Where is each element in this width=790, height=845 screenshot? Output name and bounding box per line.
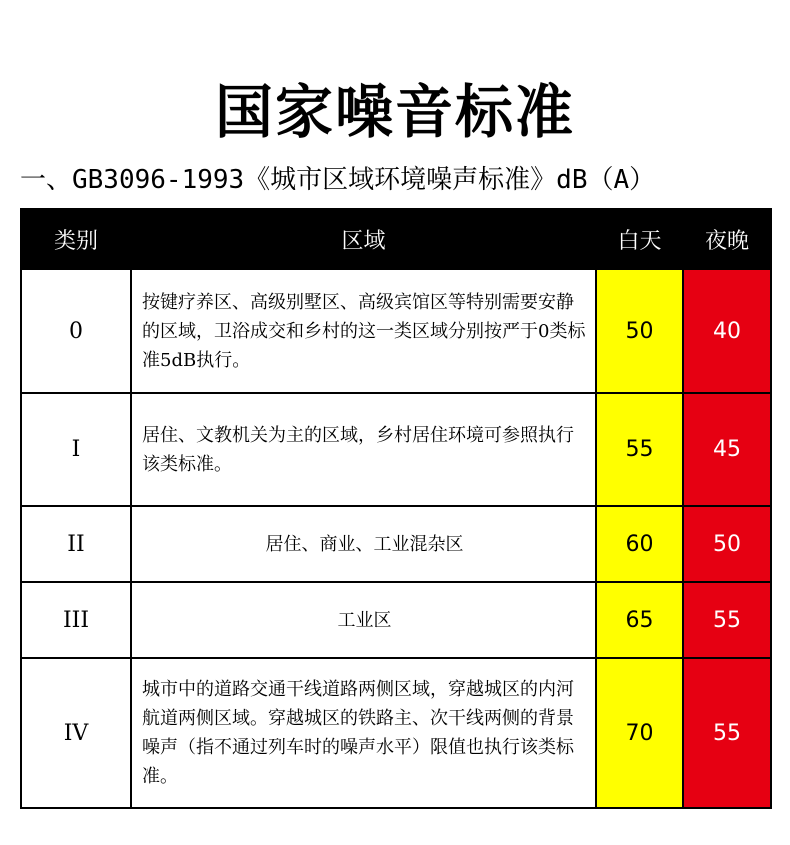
night-limit-cell: 50 bbox=[683, 506, 771, 582]
area-cell: 工业区 bbox=[131, 582, 596, 658]
night-limit-cell: 55 bbox=[683, 582, 771, 658]
header-area: 区域 bbox=[131, 209, 596, 269]
area-cell: 城市中的道路交通干线道路两侧区域，穿越城区的内河航道两侧区域。穿越城区的铁路主、次干线两侧的背景噪声（指不通过列车时的噪声水平）限值也执行该类标准。 bbox=[131, 658, 596, 808]
header-night: 夜晚 bbox=[683, 209, 771, 269]
day-limit-cell: 70 bbox=[596, 658, 683, 808]
night-limit-cell: 55 bbox=[683, 658, 771, 808]
page-title: 国家噪音标准 bbox=[214, 78, 575, 146]
category-cell: III bbox=[21, 582, 131, 658]
table-row-4 bbox=[21, 658, 771, 808]
table-row-1 bbox=[21, 393, 771, 506]
table-row-0 bbox=[21, 269, 771, 393]
day-limit-cell: 60 bbox=[596, 506, 683, 582]
noise-standard-table-container bbox=[20, 208, 770, 808]
area-cell: 居住、商业、工业混杂区 bbox=[131, 506, 596, 582]
table-header-row bbox=[21, 209, 771, 269]
area-cell: 按键疗养区、高级别墅区、高级宾馆区等特别需要安静的区域，卫浴成交和乡村的这一类区域分别按严于0类标准5dB执行。 bbox=[131, 269, 596, 393]
noise-standard-table bbox=[20, 208, 772, 809]
header-category: 类别 bbox=[21, 209, 131, 269]
header-day: 白天 bbox=[596, 209, 683, 269]
day-limit-cell: 55 bbox=[596, 393, 683, 506]
category-cell: 0 bbox=[21, 269, 131, 393]
category-cell: II bbox=[21, 506, 131, 582]
table-row-3 bbox=[21, 582, 771, 658]
area-cell: 居住、文教机关为主的区域，乡村居住环境可参照执行该类标准。 bbox=[131, 393, 596, 506]
day-limit-cell: 50 bbox=[596, 269, 683, 393]
night-limit-cell: 45 bbox=[683, 393, 771, 506]
night-limit-cell: 40 bbox=[683, 269, 771, 393]
day-limit-cell: 65 bbox=[596, 582, 683, 658]
category-cell: IV bbox=[21, 658, 131, 808]
table-row-2 bbox=[21, 506, 771, 582]
category-cell: I bbox=[21, 393, 131, 506]
section-heading: 一、GB3096-1993《城市区域环境噪声标准》dB（A） bbox=[20, 165, 656, 195]
